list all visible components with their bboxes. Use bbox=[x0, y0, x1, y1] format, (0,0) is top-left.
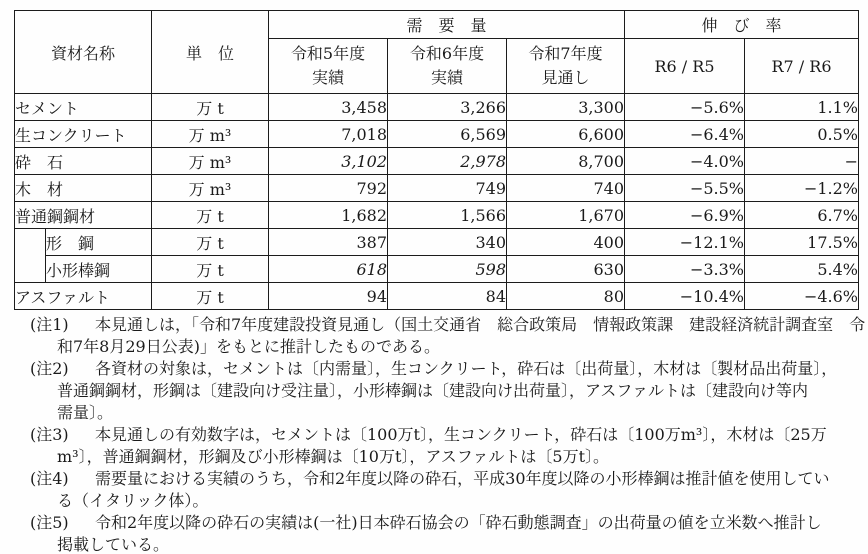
growth-rate-cell: −4.6% bbox=[745, 283, 859, 310]
growth-rate-cell: −5.6% bbox=[625, 94, 745, 121]
material-name-cell: セメント bbox=[15, 94, 152, 121]
growth-rate-cell: 1.1% bbox=[745, 94, 859, 121]
demand-value-cell: 618 bbox=[269, 256, 388, 283]
table-row bbox=[15, 202, 859, 229]
demand-value-cell: 1,670 bbox=[507, 202, 625, 229]
demand-value-cell: 6,569 bbox=[388, 121, 507, 148]
note bbox=[30, 358, 860, 424]
unit-cell: 万 m³ bbox=[152, 148, 269, 175]
col-header-r6-line1: 令和6年度 bbox=[409, 44, 485, 63]
material-name-cell: 小形棒鋼 bbox=[46, 256, 152, 283]
demand-value-cell: 6,600 bbox=[507, 121, 625, 148]
indent-strip-cell bbox=[15, 229, 46, 283]
demand-value-cell: 3,102 bbox=[269, 148, 388, 175]
note-line: 令和2年度以降の砕石の実績は(一社)日本砕石協会の「砕石動態調査」の出荷量の値を立米数へ推計し bbox=[95, 513, 822, 532]
note-line: 需要量における実績のうち，令和2年度以降の砕石，平成30年度以降の小形棒鋼は推計値を使用してい bbox=[95, 469, 830, 488]
material-name-cell: 形 鋼 bbox=[46, 229, 152, 256]
growth-rate-cell: 5.4% bbox=[745, 256, 859, 283]
table-row bbox=[15, 256, 859, 283]
demand-value-cell: 340 bbox=[388, 229, 507, 256]
demand-value-cell: 8,700 bbox=[507, 148, 625, 175]
col-header-material: 資材名称 bbox=[15, 11, 152, 94]
material-name-cell: 木 材 bbox=[15, 175, 152, 202]
demand-value-cell: 3,266 bbox=[388, 94, 507, 121]
material-name-cell: 生コンクリート bbox=[15, 121, 152, 148]
growth-rate-cell: −6.9% bbox=[625, 202, 745, 229]
col-header-growth-r7r6: R7 / R6 bbox=[745, 39, 859, 94]
growth-rate-cell: −4.0% bbox=[625, 148, 745, 175]
col-header-r5-line1: 令和5年度 bbox=[290, 44, 366, 63]
unit-cell: 万 t bbox=[152, 94, 269, 121]
table-row bbox=[15, 175, 859, 202]
note-line: 普通鋼鋼材，形鋼は〔建設向け受注量〕，小形棒鋼は〔建設向け出荷量〕，アスファルトは〔建設向け等内 bbox=[57, 381, 809, 400]
demand-value-cell: 749 bbox=[388, 175, 507, 202]
col-header-r5-actual bbox=[269, 39, 388, 94]
note-line: る（イタリック体）。 bbox=[57, 491, 209, 510]
unit-cell: 万 t bbox=[152, 229, 269, 256]
growth-rate-cell: − bbox=[745, 148, 859, 175]
demand-value-cell: 3,458 bbox=[269, 94, 388, 121]
header-row-groups bbox=[15, 11, 859, 39]
demand-value-cell: 80 bbox=[507, 283, 625, 310]
demand-value-cell: 740 bbox=[507, 175, 625, 202]
note-line: 需量〕。 bbox=[57, 403, 114, 422]
note bbox=[30, 512, 860, 554]
growth-rate-cell: −5.5% bbox=[625, 175, 745, 202]
table-row bbox=[15, 229, 859, 256]
note-label: (注5) bbox=[30, 513, 69, 532]
demand-value-cell: 387 bbox=[269, 229, 388, 256]
col-header-unit: 単 位 bbox=[152, 11, 269, 94]
note-label: (注1) bbox=[30, 315, 69, 334]
growth-rate-cell: −12.1% bbox=[625, 229, 745, 256]
note-line: m³〕，普通鋼鋼材，形鋼及び小形棒鋼は〔10万t〕，アスファルトは〔5万t〕。 bbox=[57, 447, 610, 466]
table-header bbox=[15, 11, 859, 94]
material-name-cell: 普通鋼鋼材 bbox=[15, 202, 152, 229]
demand-value-cell: 792 bbox=[269, 175, 388, 202]
note-line: 本見通しの有効数字は，セメントは〔100万t〕，生コンクリート，砕石は〔100万m³〕，木材は〔25万 bbox=[95, 425, 827, 444]
unit-cell: 万 t bbox=[152, 256, 269, 283]
demand-value-cell: 94 bbox=[269, 283, 388, 310]
growth-rate-cell: −1.2% bbox=[745, 175, 859, 202]
note bbox=[30, 424, 860, 468]
note-label: (注3) bbox=[30, 425, 69, 444]
demand-value-cell: 3,300 bbox=[507, 94, 625, 121]
col-header-growth-r6r5: R6 / R5 bbox=[625, 39, 745, 94]
note-line: 掲載している。 bbox=[57, 535, 170, 554]
growth-rate-cell: 17.5% bbox=[745, 229, 859, 256]
growth-rate-cell: −6.4% bbox=[625, 121, 745, 148]
table-body bbox=[15, 94, 859, 310]
demand-value-cell: 630 bbox=[507, 256, 625, 283]
demand-value-cell: 400 bbox=[507, 229, 625, 256]
col-header-growth: 伸 び 率 bbox=[625, 11, 859, 39]
col-header-r5-line2: 実績 bbox=[311, 68, 344, 87]
growth-rate-cell: 0.5% bbox=[745, 121, 859, 148]
demand-forecast-table bbox=[14, 10, 859, 310]
demand-value-cell: 7,018 bbox=[269, 121, 388, 148]
growth-rate-cell: −10.4% bbox=[625, 283, 745, 310]
notes-section bbox=[30, 314, 866, 554]
growth-rate-cell: 6.7% bbox=[745, 202, 859, 229]
col-header-r6-actual bbox=[388, 39, 507, 94]
demand-value-cell: 1,682 bbox=[269, 202, 388, 229]
material-name-cell: 砕 石 bbox=[15, 148, 152, 175]
unit-cell: 万 m³ bbox=[152, 121, 269, 148]
col-header-demand: 需 要 量 bbox=[269, 11, 625, 39]
note bbox=[30, 468, 860, 512]
note-line: 本見通しは，「令和7年度建設投資見通し（国土交通省 総合政策局 情報政策課 建設経済統計調査室 令 bbox=[95, 315, 866, 334]
demand-value-cell: 1,566 bbox=[388, 202, 507, 229]
growth-rate-cell: −3.3% bbox=[625, 256, 745, 283]
unit-cell: 万 t bbox=[152, 283, 269, 310]
note-line: 和7年8月29日公表)」をもとに推計したものである。 bbox=[57, 337, 440, 356]
note-line: 各資材の対象は，セメントは〔内需量〕，生コンクリート，砕石は〔出荷量〕，木材は〔製材品出荷量〕， bbox=[95, 359, 838, 378]
col-header-r7-outlook bbox=[507, 39, 625, 94]
demand-value-cell: 84 bbox=[388, 283, 507, 310]
material-name-cell: アスファルト bbox=[15, 283, 152, 310]
demand-value-cell: 2,978 bbox=[388, 148, 507, 175]
table-row bbox=[15, 148, 859, 175]
unit-cell: 万 t bbox=[152, 202, 269, 229]
col-header-r7-line1: 令和7年度 bbox=[528, 44, 603, 63]
col-header-r6-line2: 実績 bbox=[430, 68, 463, 87]
note bbox=[30, 314, 866, 358]
table-row bbox=[15, 94, 859, 121]
unit-cell: 万 m³ bbox=[152, 175, 269, 202]
col-header-r7-line2: 見通し bbox=[541, 68, 590, 87]
table-row bbox=[15, 283, 859, 310]
demand-value-cell: 598 bbox=[388, 256, 507, 283]
table-row bbox=[15, 121, 859, 148]
note-label: (注2) bbox=[30, 359, 69, 378]
note-label: (注4) bbox=[30, 469, 69, 488]
